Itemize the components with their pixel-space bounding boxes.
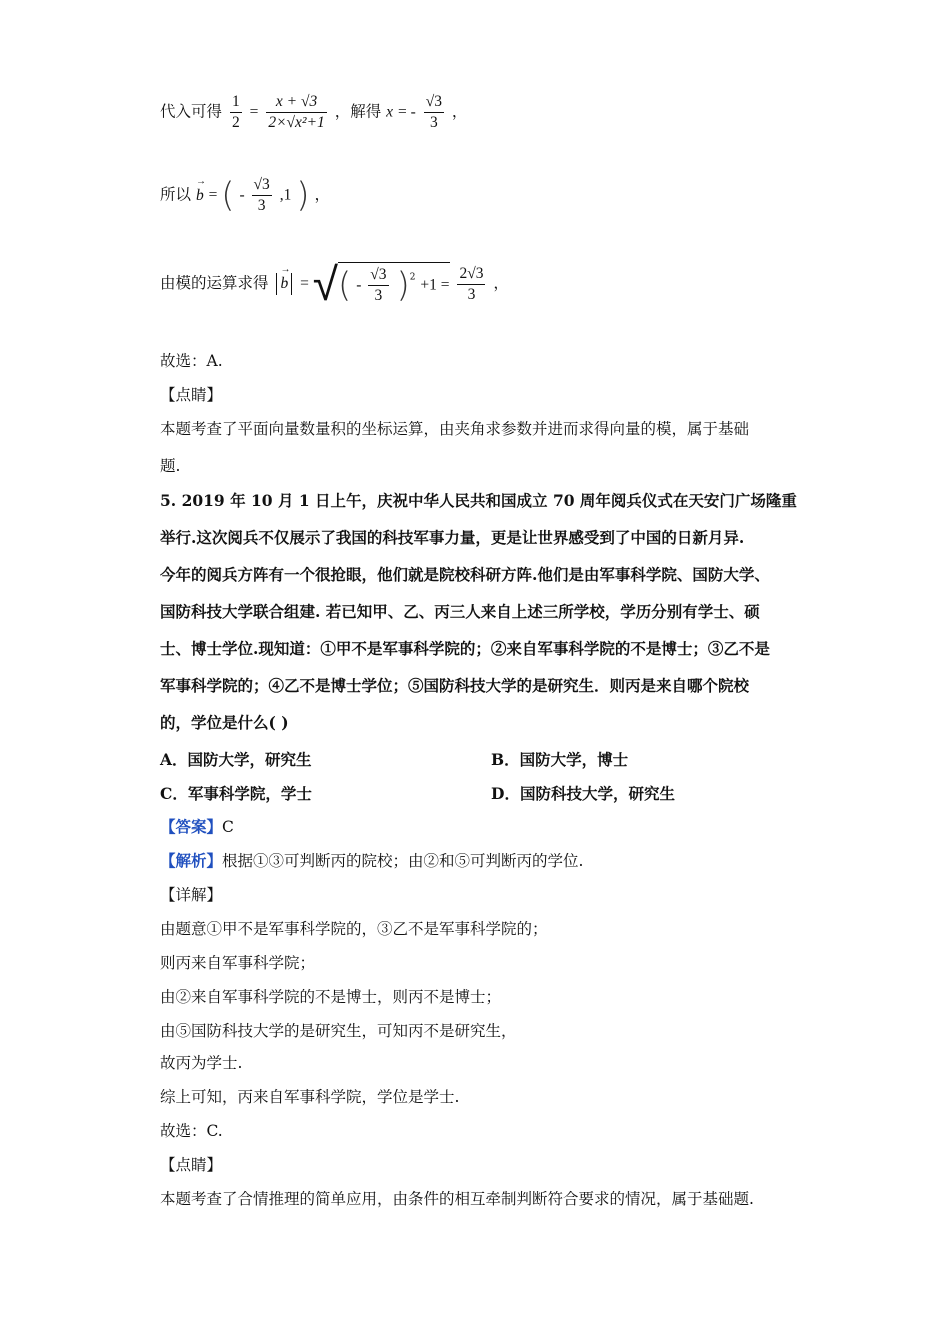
question-line-4: 国防科技大学联合组建. 若已知甲、乙、丙三人来自上述三所学校，学历分别有学士、硕 (160, 602, 760, 621)
mod-plus: +1 = (420, 276, 450, 294)
fraction-mod-result (457, 264, 485, 305)
frac-num: 1 (230, 92, 242, 113)
detail-line-1: 由题意①甲不是军事科学院的，③乙不是军事科学院的； (160, 920, 548, 938)
fraction-x-value (424, 92, 444, 133)
detail-title: 【详解】 (160, 886, 223, 904)
mod-prefix: 由模的运算求得 (160, 274, 269, 292)
fraction-cosine (266, 92, 326, 133)
analysis-text: 根据①③可判断丙的院校；由②和⑤可判断丙的学位. (222, 852, 584, 870)
fraction-one-half (230, 92, 242, 133)
frac-num: √3 (368, 265, 388, 286)
detail-line-7: 故选：C. (160, 1122, 223, 1140)
mod-end: ， (493, 274, 509, 292)
question-line-3: 今年的阅兵方阵有一个很抢眼，他们就是院校科研方阵.他们是由军事科学院、国防大学、 (160, 565, 770, 584)
prev-comment-line-2: 题. (160, 457, 181, 475)
option-b: B．国防大学，博士 (491, 750, 629, 769)
comment-text: 本题考查了合情推理的简单应用，由条件的相互牵制判断符合要求的情况，属于基础题. (160, 1190, 754, 1208)
vector-b-mod: → b (280, 273, 288, 295)
frac-den: 3 (467, 285, 476, 303)
vector-b-line: 所以 → b = ( - $\frac{√3}{3}$ ,1 ) ， (160, 175, 330, 216)
answer-label: 【答案】 (160, 817, 223, 836)
answer-value: C (222, 818, 234, 836)
subst-mid: ，解得 (334, 102, 382, 121)
answer-line (160, 816, 234, 838)
frac-den: 3 (257, 197, 266, 214)
option-d: D．国防科技大学，研究生 (491, 784, 675, 803)
fraction-b-x (252, 175, 272, 216)
subst-var: x (386, 103, 394, 121)
modulus-radical: √( - $\frac{√3}{3}$ )$^2$ +1 = (312, 257, 450, 311)
detail-line-6: 综上可知，丙来自军事科学院，学位是学士. (160, 1088, 460, 1106)
fraction-mod-x (368, 265, 388, 306)
question-line-5: 士、博士学位.现知道：①甲不是军事科学院的；②来自军事科学院的不是博士；③乙不是 (160, 639, 770, 658)
vector-b: → b (196, 185, 204, 207)
substitution-line: 代入可得 $\frac{1}{2}$ = $\frac{x + √3}{\text{2×√x²+1}}$ ，解得 x = - $\frac{√3}{3}$ ， (160, 93, 468, 131)
frac-num: x + √3 (266, 92, 326, 113)
left-paren: ( (221, 175, 235, 216)
question-line-2: 举行.这次阅兵不仅展示了我国的科技军事力量，更是让世界感受到了中国的日新月异. (160, 528, 745, 547)
frac-den: 2×√x²+1 (268, 114, 325, 131)
detail-line-4: 由⑤国防科技大学的是研究生，可知丙不是研究生， (160, 1022, 517, 1040)
subst-val-sign: = - (398, 103, 416, 121)
analysis-label: 【解析】 (160, 851, 223, 870)
question-line-7: 的，学位是什么( ) (160, 713, 289, 732)
so-end: ， (314, 185, 330, 204)
analysis-line (160, 850, 583, 872)
option-a: A．国防大学，研究生 (160, 750, 312, 769)
subst-prefix: 代入可得 (160, 102, 223, 121)
comment-title: 【点睛】 (160, 1156, 223, 1174)
subst-end: ， (451, 102, 468, 121)
modulus-line: 由模的运算求得 → b = √( - $\frac{√3}{3}$ )$^2$ +1 = $\frac{2√3}{3}$ ， (160, 262, 509, 306)
frac-num: √3 (252, 175, 272, 196)
prev-comment-title: 【点睛】 (160, 386, 223, 404)
so-tail: ,1 (279, 186, 292, 204)
frac-den: 3 (374, 287, 383, 304)
question-line-1: 5. 2019 年 10 月 1 日上午，庆祝中华人民共和国成立 70 周年阅兵仪式在天安门广场隆重 (160, 491, 797, 510)
so-prefix: 所以 (160, 185, 192, 204)
prev-choice: 故选：A. (160, 352, 223, 370)
detail-line-2: 则丙来自军事科学院； (160, 954, 316, 972)
frac-num: 2√3 (457, 264, 485, 285)
frac-den: 3 (429, 114, 438, 131)
detail-line-3: 由②来自军事科学院的不是博士，则丙不是博士； (160, 988, 502, 1006)
detail-line-5: 故丙为学士. (160, 1054, 243, 1072)
prev-comment-line-1: 本题考查了平面向量数量积的坐标运算，由夹角求参数并进而求得向量的模，属于基础 (160, 420, 750, 438)
frac-den: 2 (231, 114, 240, 131)
frac-num: √3 (424, 92, 444, 113)
right-paren: ) (296, 175, 310, 216)
question-line-6: 军事科学院的；④乙不是博士学位；⑤国防科技大学的是研究生．则丙是来自哪个院校 (160, 676, 750, 695)
option-c: C．军事科学院，学士 (160, 784, 312, 803)
